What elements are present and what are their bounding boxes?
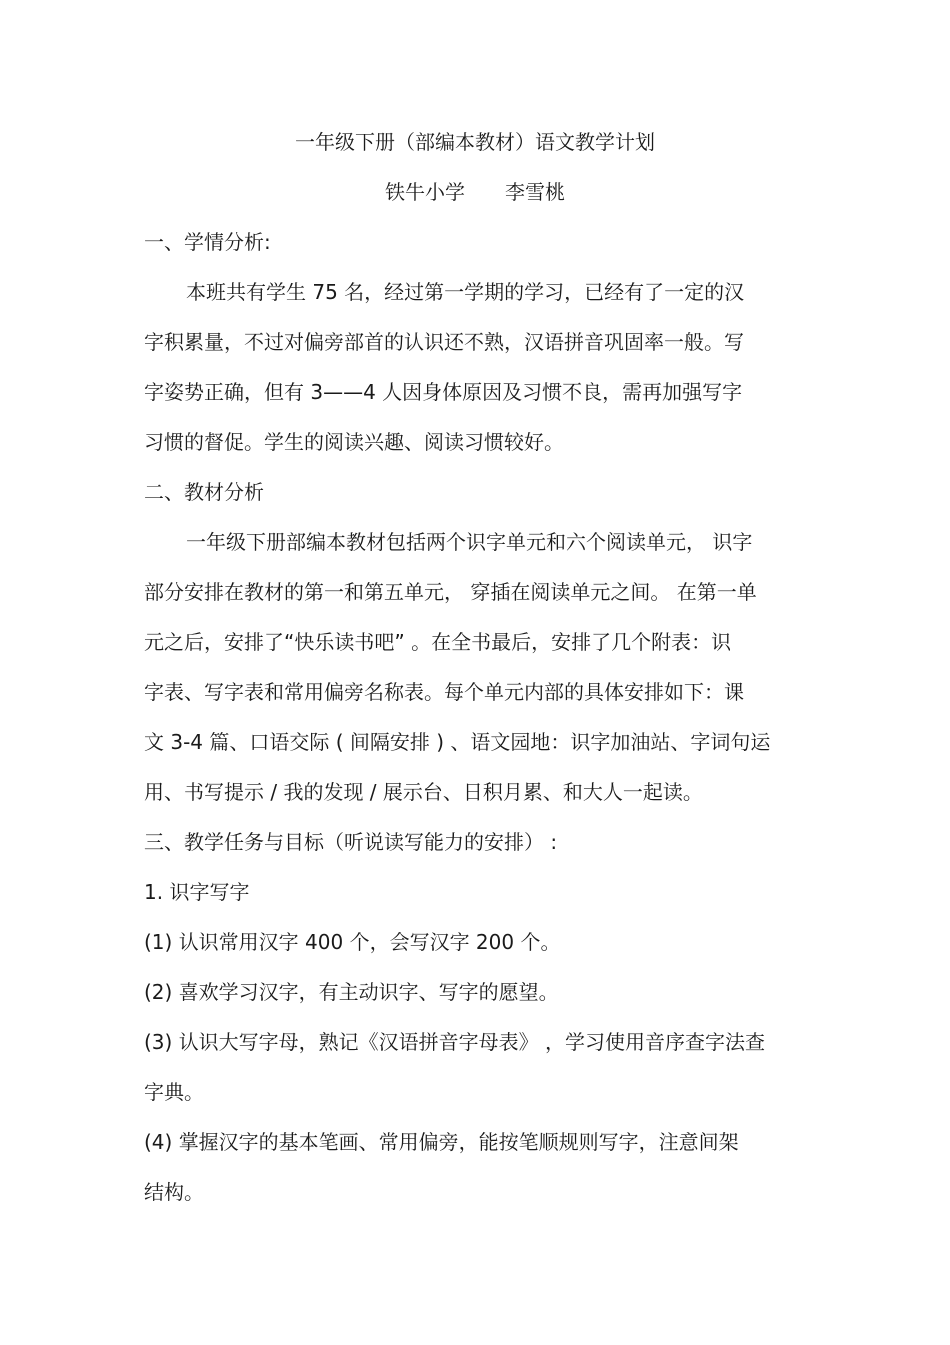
- document-title: 一年级下册（部编本教材）语文教学计划: [295, 130, 655, 154]
- list-item: 字典。: [144, 1080, 204, 1104]
- paragraph-line: 习惯的督促。学生的阅读兴趣、阅读习惯较好。: [144, 430, 564, 454]
- section-heading: 二、教材分析: [144, 480, 264, 504]
- list-item: (3) 认识大写字母，熟记《汉语拼音字母表》 ，学习使用音序查字法查: [144, 1030, 766, 1054]
- paragraph-line: 用、书写提示 / 我的发现 / 展示台、日积月累、和大人一起读。: [144, 780, 703, 804]
- list-item: (2) 喜欢学习汉字，有主动识字、写字的愿望。: [144, 980, 559, 1004]
- paragraph-line: 字姿势正确，但有 3——4 人因身体原因及习惯不良，需再加强写字: [144, 380, 743, 404]
- author-line: 铁牛小学 李雪桃: [385, 180, 565, 204]
- section-heading: 三、教学任务与目标（听说读写能力的安排） :: [144, 830, 558, 854]
- paragraph-line: 一年级下册部编本教材包括两个识字单元和六个阅读单元， 识字: [186, 530, 753, 554]
- paragraph-line: 字积累量，不过对偏旁部首的认识还不熟，汉语拼音巩固率一般。写: [144, 330, 744, 354]
- paragraph-line: 文 3-4 篇、口语交际 ( 间隔安排 ) 、语文园地：识字加油站、字词句运: [144, 730, 771, 754]
- sub-heading: 1. 识字写字: [144, 880, 250, 904]
- paragraph-line: 元之后，安排了“快乐读书吧” 。在全书最后，安排了几个附表：识: [144, 630, 732, 654]
- paragraph-line: 字表、写字表和常用偏旁名称表。每个单元内部的具体安排如下：课: [144, 680, 744, 704]
- list-item: (1) 认识常用汉字 400 个，会写汉字 200 个。: [144, 930, 561, 954]
- paragraph-line: 部分安排在教材的第一和第五单元， 穿插在阅读单元之间。 在第一单: [144, 580, 757, 604]
- section-heading: 一、学情分析:: [144, 230, 271, 254]
- paragraph-line: 本班共有学生 75 名，经过第一学期的学习，已经有了一定的汉: [186, 280, 745, 304]
- list-item: (4) 掌握汉字的基本笔画、常用偏旁，能按笔顺规则写字，注意间架: [144, 1130, 739, 1154]
- list-item: 结构。: [144, 1180, 204, 1204]
